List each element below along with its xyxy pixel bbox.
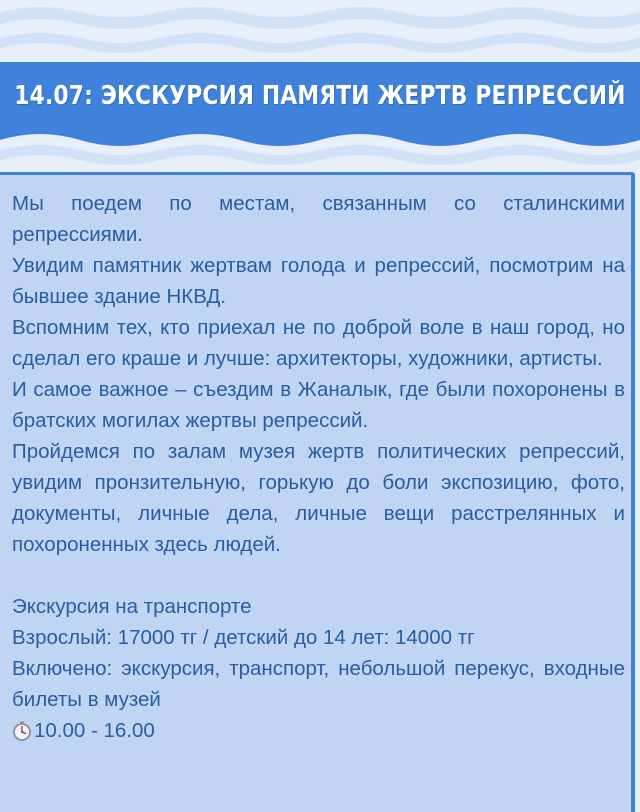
description-paragraph: Вспомним тех, кто приехал не по доброй воле в наш город, но сделал его краше и лучше: архитекторы, художники, артисты.	[12, 316, 625, 370]
price-info: Взрослый: 17000 тг / детский до 14 лет: 14000 тг	[12, 626, 475, 649]
page-title: 14.07: ЭКСКУРСИЯ ПАМЯТИ ЖЕРТВ РЕПРЕССИЙ	[14, 81, 626, 111]
spacer	[12, 560, 625, 591]
info-card	[0, 172, 635, 812]
time-value: 10.00 - 16.00	[34, 719, 155, 742]
description-paragraph: И самое важное – съездим в Жаналык, где были похоронены в братских могилах жертвы репрессий.	[12, 378, 625, 432]
description-paragraph: Увидим памятник жертвам голода и репрессий, посмотрим на бывшее здание НКВД.	[12, 254, 625, 308]
description-paragraph: Мы поедем по местам, связанным со сталинскими репрессиями.	[12, 192, 625, 246]
title-banner	[0, 62, 640, 130]
card-content	[12, 188, 625, 746]
transport-info: Экскурсия на транспорте	[12, 595, 252, 618]
top-wave-decoration	[0, 0, 640, 62]
time-line	[12, 715, 625, 746]
stopwatch-icon	[12, 721, 32, 741]
description-paragraph: Пройдемся по залам музея жертв политических репрессий, увидим пронзительную, горькую до боли экспозицию, фото, документы, личные дела, личные вещи расстрелянных и похороненных здесь людей.	[12, 440, 625, 556]
included-info: Включено: экскурсия, транспорт, небольшой перекус, входные билеты в музей	[12, 657, 625, 711]
